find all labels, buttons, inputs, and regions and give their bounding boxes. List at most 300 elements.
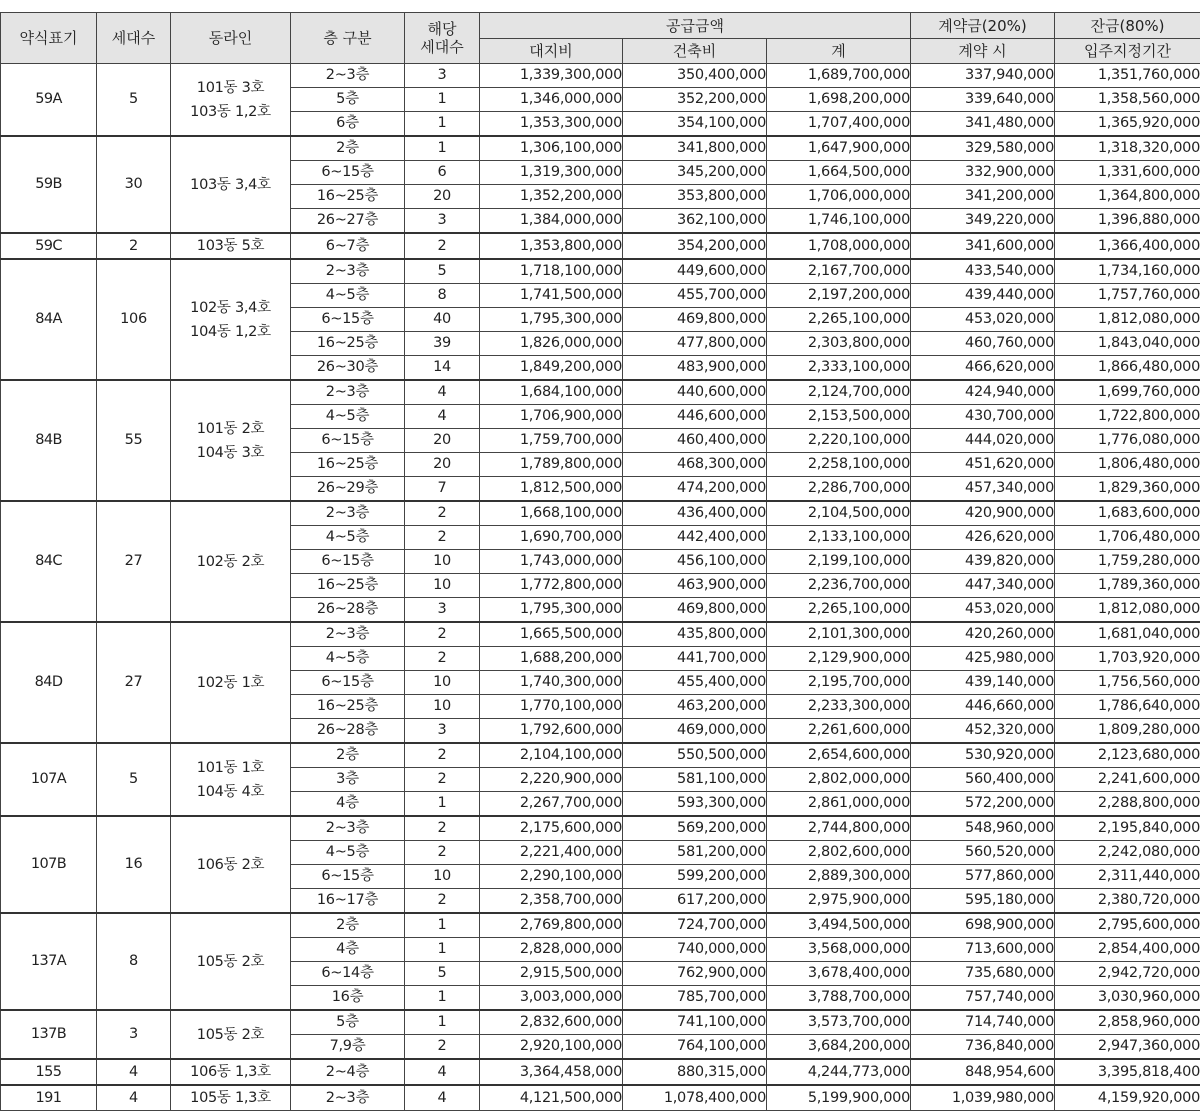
floor-cell: 2~3층 xyxy=(291,1085,405,1111)
households-cell: 4 xyxy=(97,1085,171,1111)
households-cell: 30 xyxy=(97,136,171,233)
floor-cell: 16~25층 xyxy=(291,185,405,209)
land-price-cell: 2,915,500,000 xyxy=(480,962,623,986)
lines-cell xyxy=(171,380,291,501)
floor-cell: 2층 xyxy=(291,913,405,938)
building-price-cell: 455,700,000 xyxy=(623,284,767,308)
floor-cell: 6층 xyxy=(291,112,405,137)
units-cell: 2 xyxy=(405,841,480,865)
land-price-cell: 4,121,500,000 xyxy=(480,1085,623,1111)
building-price-cell: 468,300,000 xyxy=(623,453,767,477)
floor-cell: 2~3층 xyxy=(291,64,405,88)
deposit-cell: 433,540,000 xyxy=(911,259,1055,284)
total-price-cell: 1,708,000,000 xyxy=(767,233,911,259)
units-cell: 3 xyxy=(405,598,480,623)
total-price-cell: 2,101,300,000 xyxy=(767,622,911,647)
header-supply: 공급금액 xyxy=(480,13,911,39)
lines-cell xyxy=(171,816,291,913)
building-price-cell: 880,315,000 xyxy=(623,1059,767,1085)
balance-cell: 1,756,560,000 xyxy=(1055,671,1200,695)
type-cell: 137B xyxy=(1,1010,97,1059)
table-row xyxy=(1,136,1200,161)
line-text: 103동 3,4호 xyxy=(171,173,290,197)
households-cell: 16 xyxy=(97,816,171,913)
total-price-cell: 2,303,800,000 xyxy=(767,332,911,356)
land-price-cell: 1,339,300,000 xyxy=(480,64,623,88)
balance-cell: 1,866,480,000 xyxy=(1055,356,1200,381)
units-cell: 14 xyxy=(405,356,480,381)
line-text: 106동 1,3호 xyxy=(171,1060,290,1084)
units-cell: 1 xyxy=(405,986,480,1011)
deposit-cell: 332,900,000 xyxy=(911,161,1055,185)
households-cell: 3 xyxy=(97,1010,171,1059)
households-cell: 8 xyxy=(97,913,171,1010)
total-price-cell: 2,333,100,000 xyxy=(767,356,911,381)
deposit-cell: 1,039,980,000 xyxy=(911,1085,1055,1111)
floor-cell: 5층 xyxy=(291,1010,405,1035)
line-text: 102동 2호 xyxy=(171,550,290,574)
table-row xyxy=(1,1085,1200,1111)
land-price-cell: 2,290,100,000 xyxy=(480,865,623,889)
type-cell: 107B xyxy=(1,816,97,913)
land-price-cell: 1,743,000,000 xyxy=(480,550,623,574)
deposit-cell: 736,840,000 xyxy=(911,1035,1055,1060)
table-row xyxy=(1,913,1200,938)
deposit-cell: 595,180,000 xyxy=(911,889,1055,914)
header-building: 건축비 xyxy=(623,39,767,64)
land-price-cell: 2,267,700,000 xyxy=(480,792,623,817)
deposit-cell: 430,700,000 xyxy=(911,405,1055,429)
total-price-cell: 3,684,200,000 xyxy=(767,1035,911,1060)
header-land: 대지비 xyxy=(480,39,623,64)
floor-cell: 16~17층 xyxy=(291,889,405,914)
type-cell: 84D xyxy=(1,622,97,743)
deposit-cell: 757,740,000 xyxy=(911,986,1055,1011)
building-price-cell: 446,600,000 xyxy=(623,405,767,429)
balance-cell: 2,854,400,000 xyxy=(1055,938,1200,962)
units-cell: 7 xyxy=(405,477,480,502)
land-price-cell: 3,003,000,000 xyxy=(480,986,623,1011)
units-cell: 4 xyxy=(405,380,480,405)
balance-cell: 2,288,800,000 xyxy=(1055,792,1200,817)
units-cell: 10 xyxy=(405,574,480,598)
deposit-cell: 452,320,000 xyxy=(911,719,1055,744)
households-cell: 106 xyxy=(97,259,171,380)
building-price-cell: 435,800,000 xyxy=(623,622,767,647)
units-cell: 2 xyxy=(405,768,480,792)
header-balance-sub: 입주지정기간 xyxy=(1055,39,1200,64)
deposit-cell: 420,900,000 xyxy=(911,501,1055,526)
land-price-cell: 1,346,000,000 xyxy=(480,88,623,112)
floor-cell: 6~15층 xyxy=(291,161,405,185)
balance-cell: 1,703,920,000 xyxy=(1055,647,1200,671)
header-type: 약식표기 xyxy=(1,13,97,64)
balance-cell: 1,699,760,000 xyxy=(1055,380,1200,405)
building-price-cell: 469,800,000 xyxy=(623,598,767,623)
deposit-cell: 698,900,000 xyxy=(911,913,1055,938)
table-row xyxy=(1,1059,1200,1085)
balance-cell: 3,030,960,000 xyxy=(1055,986,1200,1011)
units-cell: 1 xyxy=(405,913,480,938)
building-price-cell: 460,400,000 xyxy=(623,429,767,453)
deposit-cell: 560,400,000 xyxy=(911,768,1055,792)
balance-cell: 1,812,080,000 xyxy=(1055,598,1200,623)
balance-cell: 1,806,480,000 xyxy=(1055,453,1200,477)
type-cell: 84B xyxy=(1,380,97,501)
floor-cell: 3층 xyxy=(291,768,405,792)
building-price-cell: 724,700,000 xyxy=(623,913,767,938)
units-cell: 1 xyxy=(405,88,480,112)
units-cell: 8 xyxy=(405,284,480,308)
building-price-cell: 341,800,000 xyxy=(623,136,767,161)
header-units-bottom: 세대수 xyxy=(420,38,463,56)
total-price-cell: 2,233,300,000 xyxy=(767,695,911,719)
land-price-cell: 1,353,300,000 xyxy=(480,112,623,137)
header-deposit-sub: 계약 시 xyxy=(911,39,1055,64)
deposit-cell: 577,860,000 xyxy=(911,865,1055,889)
total-price-cell: 2,220,100,000 xyxy=(767,429,911,453)
units-cell: 10 xyxy=(405,695,480,719)
line-text: 101동 2호 xyxy=(171,417,290,441)
table-row xyxy=(1,816,1200,841)
total-price-cell: 2,744,800,000 xyxy=(767,816,911,841)
table-row xyxy=(1,259,1200,284)
deposit-cell: 337,940,000 xyxy=(911,64,1055,88)
balance-cell: 1,776,080,000 xyxy=(1055,429,1200,453)
balance-cell: 1,396,880,000 xyxy=(1055,209,1200,234)
floor-cell: 16~25층 xyxy=(291,574,405,598)
units-cell: 20 xyxy=(405,453,480,477)
deposit-cell: 451,620,000 xyxy=(911,453,1055,477)
lines-cell xyxy=(171,913,291,1010)
price-table-body xyxy=(1,64,1200,1111)
building-price-cell: 345,200,000 xyxy=(623,161,767,185)
header-units xyxy=(405,13,480,64)
deposit-cell: 560,520,000 xyxy=(911,841,1055,865)
balance-cell: 3,395,818,400 xyxy=(1055,1059,1200,1085)
line-text: 103동 5호 xyxy=(171,234,290,258)
total-price-cell: 1,706,000,000 xyxy=(767,185,911,209)
floor-cell: 5층 xyxy=(291,88,405,112)
balance-cell: 4,159,920,000 xyxy=(1055,1085,1200,1111)
floor-cell: 6~15층 xyxy=(291,671,405,695)
units-cell: 2 xyxy=(405,743,480,768)
units-cell: 2 xyxy=(405,233,480,259)
balance-cell: 1,366,400,000 xyxy=(1055,233,1200,259)
header-floor: 층 구분 xyxy=(291,13,405,64)
deposit-cell: 424,940,000 xyxy=(911,380,1055,405)
type-cell: 155 xyxy=(1,1059,97,1085)
type-cell: 59C xyxy=(1,233,97,259)
deposit-cell: 714,740,000 xyxy=(911,1010,1055,1035)
deposit-cell: 444,020,000 xyxy=(911,429,1055,453)
type-cell: 191 xyxy=(1,1085,97,1111)
households-cell: 5 xyxy=(97,743,171,816)
units-cell: 2 xyxy=(405,889,480,914)
units-cell: 1 xyxy=(405,1010,480,1035)
deposit-cell: 460,760,000 xyxy=(911,332,1055,356)
land-price-cell: 1,826,000,000 xyxy=(480,332,623,356)
balance-cell: 1,681,040,000 xyxy=(1055,622,1200,647)
table-row xyxy=(1,1010,1200,1035)
building-price-cell: 469,800,000 xyxy=(623,308,767,332)
floor-cell: 26~28층 xyxy=(291,719,405,744)
floor-cell: 16~25층 xyxy=(291,453,405,477)
balance-cell: 1,706,480,000 xyxy=(1055,526,1200,550)
building-price-cell: 441,700,000 xyxy=(623,647,767,671)
total-price-cell: 3,568,000,000 xyxy=(767,938,911,962)
deposit-cell: 453,020,000 xyxy=(911,308,1055,332)
land-price-cell: 1,740,300,000 xyxy=(480,671,623,695)
floor-cell: 6~14층 xyxy=(291,962,405,986)
building-price-cell: 785,700,000 xyxy=(623,986,767,1011)
header-balance: 잔금(80%) xyxy=(1055,13,1200,39)
total-price-cell: 1,746,100,000 xyxy=(767,209,911,234)
balance-cell: 2,858,960,000 xyxy=(1055,1010,1200,1035)
deposit-cell: 453,020,000 xyxy=(911,598,1055,623)
lines-cell xyxy=(171,233,291,259)
lines-cell xyxy=(171,743,291,816)
floor-cell: 6~7층 xyxy=(291,233,405,259)
lines-cell xyxy=(171,622,291,743)
total-price-cell: 2,286,700,000 xyxy=(767,477,911,502)
deposit-cell: 341,600,000 xyxy=(911,233,1055,259)
total-price-cell: 2,236,700,000 xyxy=(767,574,911,598)
lines-cell xyxy=(171,1010,291,1059)
land-price-cell: 2,221,400,000 xyxy=(480,841,623,865)
land-price-cell: 1,706,900,000 xyxy=(480,405,623,429)
line-text: 105동 2호 xyxy=(171,950,290,974)
floor-cell: 7,9층 xyxy=(291,1035,405,1060)
land-price-cell: 2,104,100,000 xyxy=(480,743,623,768)
building-price-cell: 354,100,000 xyxy=(623,112,767,137)
building-price-cell: 599,200,000 xyxy=(623,865,767,889)
land-price-cell: 2,828,000,000 xyxy=(480,938,623,962)
floor-cell: 4~5층 xyxy=(291,284,405,308)
households-cell: 27 xyxy=(97,622,171,743)
building-price-cell: 442,400,000 xyxy=(623,526,767,550)
building-price-cell: 463,200,000 xyxy=(623,695,767,719)
floor-cell: 4~5층 xyxy=(291,841,405,865)
balance-cell: 2,947,360,000 xyxy=(1055,1035,1200,1060)
line-text: 102동 1호 xyxy=(171,671,290,695)
units-cell: 2 xyxy=(405,501,480,526)
floor-cell: 26~30층 xyxy=(291,356,405,381)
land-price-cell: 1,319,300,000 xyxy=(480,161,623,185)
balance-cell: 1,734,160,000 xyxy=(1055,259,1200,284)
building-price-cell: 581,100,000 xyxy=(623,768,767,792)
deposit-cell: 341,200,000 xyxy=(911,185,1055,209)
land-price-cell: 2,832,600,000 xyxy=(480,1010,623,1035)
floor-cell: 4층 xyxy=(291,792,405,817)
total-price-cell: 1,698,200,000 xyxy=(767,88,911,112)
line-text: 104동 1,2호 xyxy=(171,320,290,344)
balance-cell: 2,942,720,000 xyxy=(1055,962,1200,986)
land-price-cell: 1,668,100,000 xyxy=(480,501,623,526)
floor-cell: 4~5층 xyxy=(291,526,405,550)
land-price-cell: 2,358,700,000 xyxy=(480,889,623,914)
land-price-cell: 1,352,200,000 xyxy=(480,185,623,209)
floor-cell: 2~3층 xyxy=(291,501,405,526)
deposit-cell: 426,620,000 xyxy=(911,526,1055,550)
total-price-cell: 2,124,700,000 xyxy=(767,380,911,405)
line-text: 106동 2호 xyxy=(171,853,290,877)
building-price-cell: 474,200,000 xyxy=(623,477,767,502)
total-price-cell: 2,975,900,000 xyxy=(767,889,911,914)
total-price-cell: 2,654,600,000 xyxy=(767,743,911,768)
land-price-cell: 1,306,100,000 xyxy=(480,136,623,161)
floor-cell: 2층 xyxy=(291,743,405,768)
building-price-cell: 455,400,000 xyxy=(623,671,767,695)
balance-cell: 2,241,600,000 xyxy=(1055,768,1200,792)
balance-cell: 1,759,280,000 xyxy=(1055,550,1200,574)
units-cell: 1 xyxy=(405,938,480,962)
floor-cell: 16층 xyxy=(291,986,405,1011)
header-total: 계 xyxy=(767,39,911,64)
lines-cell xyxy=(171,136,291,233)
lines-cell xyxy=(171,1085,291,1111)
balance-cell: 1,331,600,000 xyxy=(1055,161,1200,185)
total-price-cell: 2,265,100,000 xyxy=(767,308,911,332)
total-price-cell: 3,678,400,000 xyxy=(767,962,911,986)
balance-cell: 1,722,800,000 xyxy=(1055,405,1200,429)
building-price-cell: 449,600,000 xyxy=(623,259,767,284)
land-price-cell: 1,770,100,000 xyxy=(480,695,623,719)
units-cell: 2 xyxy=(405,1035,480,1060)
building-price-cell: 463,900,000 xyxy=(623,574,767,598)
header-deposit: 계약금(20%) xyxy=(911,13,1055,39)
total-price-cell: 2,195,700,000 xyxy=(767,671,911,695)
line-text: 101동 1호 xyxy=(171,756,290,780)
deposit-cell: 848,954,600 xyxy=(911,1059,1055,1085)
balance-cell: 1,757,760,000 xyxy=(1055,284,1200,308)
floor-cell: 4~5층 xyxy=(291,647,405,671)
units-cell: 10 xyxy=(405,865,480,889)
table-row xyxy=(1,233,1200,259)
land-price-cell: 1,718,100,000 xyxy=(480,259,623,284)
land-price-cell: 1,772,800,000 xyxy=(480,574,623,598)
balance-cell: 2,795,600,000 xyxy=(1055,913,1200,938)
balance-cell: 1,351,760,000 xyxy=(1055,64,1200,88)
total-price-cell: 2,199,100,000 xyxy=(767,550,911,574)
line-text: 101동 3호 xyxy=(171,76,290,100)
building-price-cell: 456,100,000 xyxy=(623,550,767,574)
units-cell: 2 xyxy=(405,816,480,841)
households-cell: 55 xyxy=(97,380,171,501)
land-price-cell: 1,789,800,000 xyxy=(480,453,623,477)
table-row xyxy=(1,622,1200,647)
units-cell: 1 xyxy=(405,136,480,161)
line-text: 104동 4호 xyxy=(171,780,290,804)
units-cell: 4 xyxy=(405,1085,480,1111)
total-price-cell: 3,494,500,000 xyxy=(767,913,911,938)
land-price-cell: 2,175,600,000 xyxy=(480,816,623,841)
type-cell: 107A xyxy=(1,743,97,816)
floor-cell: 2~3층 xyxy=(291,622,405,647)
balance-cell: 1,789,360,000 xyxy=(1055,574,1200,598)
floor-cell: 2~3층 xyxy=(291,259,405,284)
land-price-cell: 1,665,500,000 xyxy=(480,622,623,647)
building-price-cell: 436,400,000 xyxy=(623,501,767,526)
land-price-cell: 1,792,600,000 xyxy=(480,719,623,744)
balance-cell: 1,365,920,000 xyxy=(1055,112,1200,137)
total-price-cell: 2,133,100,000 xyxy=(767,526,911,550)
lines-cell xyxy=(171,64,291,137)
building-price-cell: 569,200,000 xyxy=(623,816,767,841)
total-price-cell: 2,802,000,000 xyxy=(767,768,911,792)
units-cell: 5 xyxy=(405,259,480,284)
land-price-cell: 1,741,500,000 xyxy=(480,284,623,308)
units-cell: 6 xyxy=(405,161,480,185)
table-row xyxy=(1,743,1200,768)
land-price-cell: 2,769,800,000 xyxy=(480,913,623,938)
deposit-cell: 447,340,000 xyxy=(911,574,1055,598)
line-text: 105동 1,3호 xyxy=(171,1086,290,1110)
units-cell: 5 xyxy=(405,962,480,986)
total-price-cell: 2,258,100,000 xyxy=(767,453,911,477)
table-row xyxy=(1,501,1200,526)
building-price-cell: 362,100,000 xyxy=(623,209,767,234)
type-cell: 84C xyxy=(1,501,97,622)
households-cell: 4 xyxy=(97,1059,171,1085)
total-price-cell: 2,129,900,000 xyxy=(767,647,911,671)
lines-cell xyxy=(171,1059,291,1085)
land-price-cell: 3,364,458,000 xyxy=(480,1059,623,1085)
land-price-cell: 1,795,300,000 xyxy=(480,308,623,332)
lines-cell xyxy=(171,259,291,380)
balance-cell: 1,683,600,000 xyxy=(1055,501,1200,526)
building-price-cell: 469,000,000 xyxy=(623,719,767,744)
building-price-cell: 354,200,000 xyxy=(623,233,767,259)
land-price-cell: 1,684,100,000 xyxy=(480,380,623,405)
table-row xyxy=(1,380,1200,405)
households-cell: 2 xyxy=(97,233,171,259)
balance-cell: 1,809,280,000 xyxy=(1055,719,1200,744)
land-price-cell: 1,795,300,000 xyxy=(480,598,623,623)
type-cell: 137A xyxy=(1,913,97,1010)
floor-cell: 6~15층 xyxy=(291,865,405,889)
deposit-cell: 530,920,000 xyxy=(911,743,1055,768)
building-price-cell: 593,300,000 xyxy=(623,792,767,817)
total-price-cell: 2,861,000,000 xyxy=(767,792,911,817)
units-cell: 10 xyxy=(405,550,480,574)
balance-cell: 1,843,040,000 xyxy=(1055,332,1200,356)
land-price-cell: 1,384,000,000 xyxy=(480,209,623,234)
floor-cell: 6~15층 xyxy=(291,550,405,574)
land-price-cell: 1,849,200,000 xyxy=(480,356,623,381)
units-cell: 2 xyxy=(405,622,480,647)
deposit-cell: 446,660,000 xyxy=(911,695,1055,719)
floor-cell: 2~3층 xyxy=(291,380,405,405)
deposit-cell: 425,980,000 xyxy=(911,647,1055,671)
floor-cell: 16~25층 xyxy=(291,332,405,356)
deposit-cell: 339,640,000 xyxy=(911,88,1055,112)
total-price-cell: 2,261,600,000 xyxy=(767,719,911,744)
units-cell: 20 xyxy=(405,185,480,209)
land-price-cell: 1,812,500,000 xyxy=(480,477,623,502)
units-cell: 3 xyxy=(405,64,480,88)
floor-cell: 16~25층 xyxy=(291,695,405,719)
building-price-cell: 350,400,000 xyxy=(623,64,767,88)
building-price-cell: 550,500,000 xyxy=(623,743,767,768)
total-price-cell: 2,802,600,000 xyxy=(767,841,911,865)
total-price-cell: 2,153,500,000 xyxy=(767,405,911,429)
households-cell: 27 xyxy=(97,501,171,622)
building-price-cell: 741,100,000 xyxy=(623,1010,767,1035)
deposit-cell: 329,580,000 xyxy=(911,136,1055,161)
total-price-cell: 2,265,100,000 xyxy=(767,598,911,623)
building-price-cell: 1,078,400,000 xyxy=(623,1085,767,1111)
